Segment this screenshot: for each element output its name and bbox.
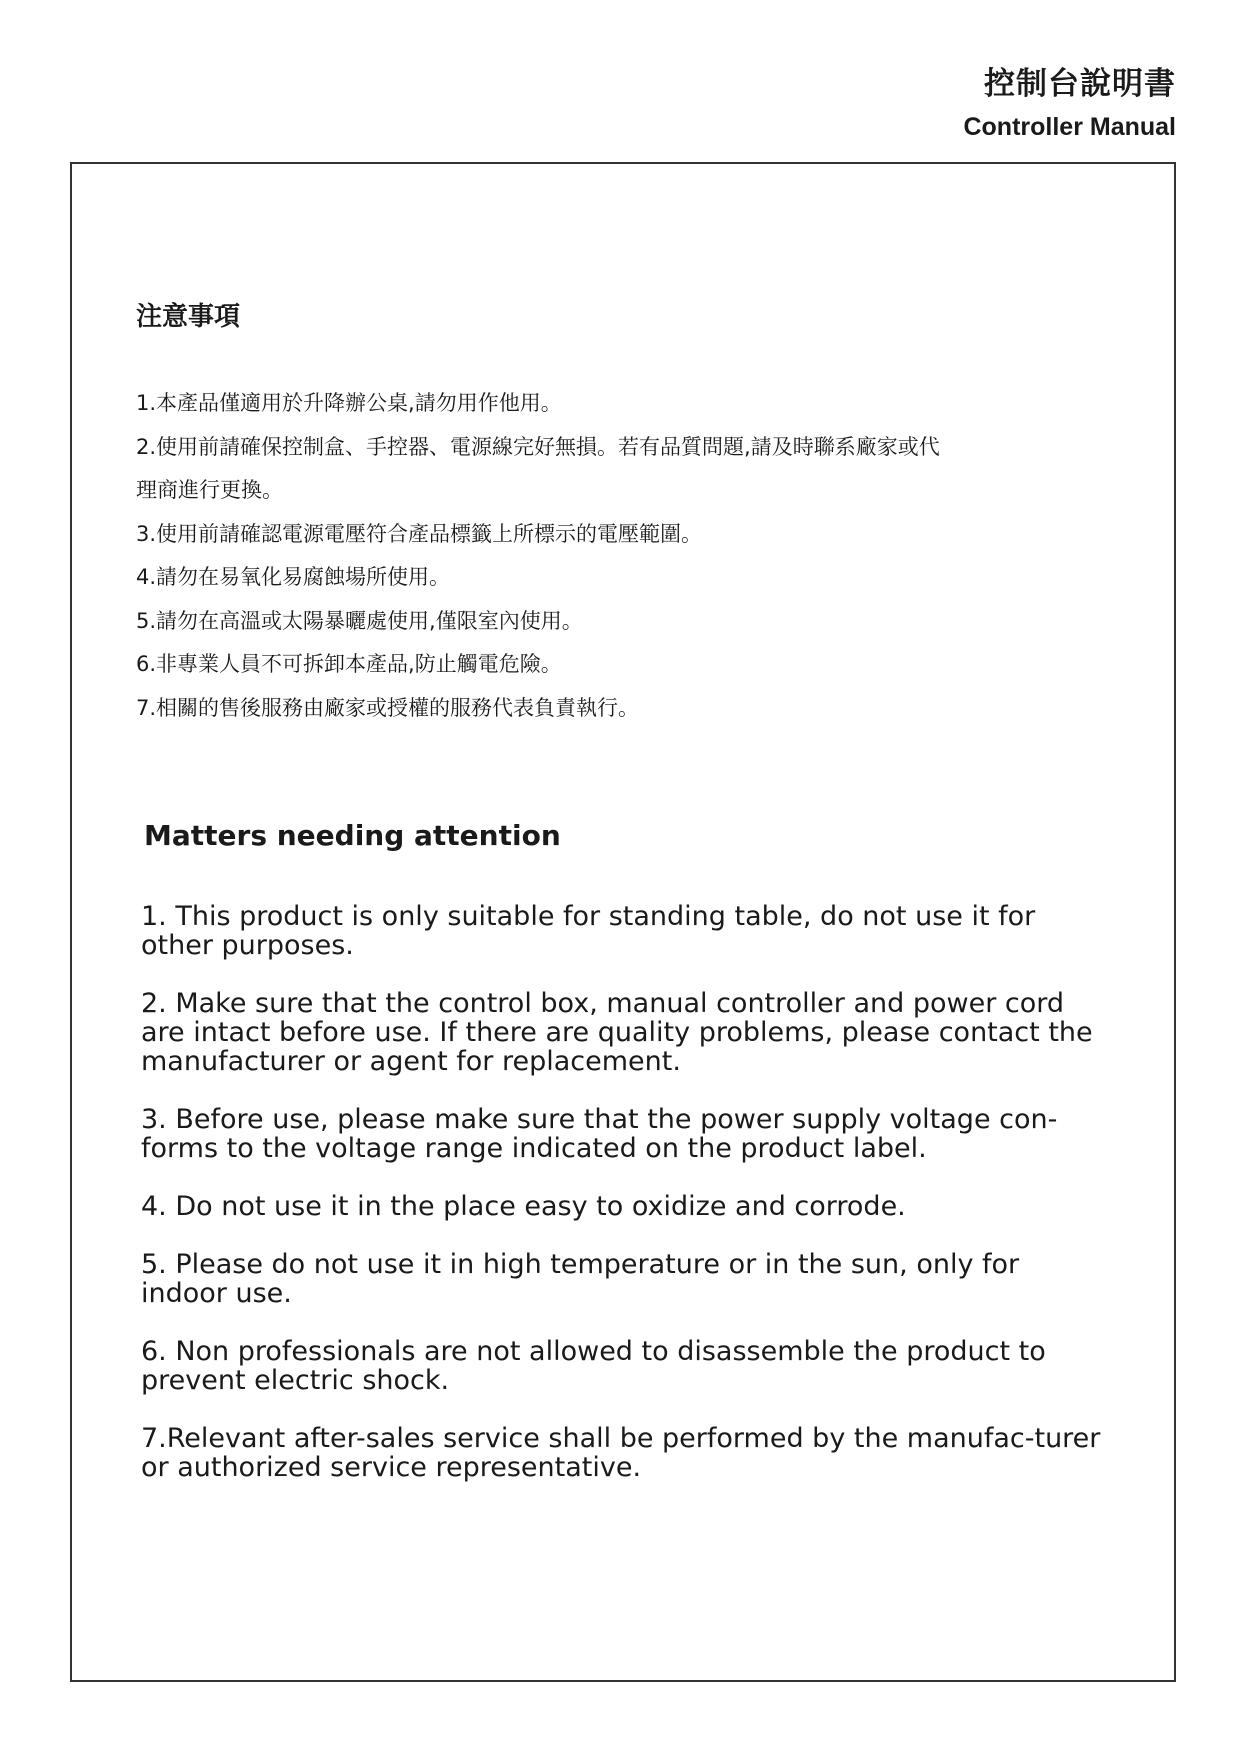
manual-title-en: Controller Manual xyxy=(963,113,1176,141)
notice-item-zh: 4.請勿在易氧化易腐蝕場所使用。 xyxy=(136,565,451,589)
content-frame xyxy=(70,162,1176,1682)
notice-item-zh: 5.請勿在高溫或太陽暴曬處使用,僅限室內使用。 xyxy=(136,608,583,633)
notice-item-zh: 2.使用前請確保控制盒、手控器、電源線完好無損。若有品質問題,請及時聯系廠家或代 xyxy=(136,434,940,459)
notice-item-en: 5. Please do not use it in high temperature or in the sun, only for indoor use. xyxy=(141,1249,1020,1309)
notice-item-en: 3. Before use, please make sure that the power supply voltage con-forms to the voltage range indicated on the product label. xyxy=(141,1104,1058,1164)
notice-item-en: 1. This product is only suitable for standing table, do not use it for other purposes. xyxy=(141,901,1036,961)
manual-title-zh: 控制台說明書 xyxy=(984,66,1176,102)
notice-item-en: 7.Relevant after-sales service shall be performed by the manufac-turer or authorized service representative. xyxy=(141,1423,1101,1483)
notice-list-zh xyxy=(136,382,1096,730)
notice-title-en: Matters needing attention xyxy=(144,819,561,852)
page-header xyxy=(963,64,1176,142)
notice-list-en xyxy=(141,902,1101,1511)
notice-item-en: 2. Make sure that the control box, manual controller and power cord are intact before use. If there are quality problems, please contact the manufacturer or agent for replacement. xyxy=(141,988,1093,1077)
notice-item-zh: 理商進行更換。 xyxy=(136,478,283,502)
notice-item-zh: 6.非專業人員不可拆卸本產品,防止觸電危險。 xyxy=(136,652,562,676)
notice-item-en: 4. Do not use it in the place easy to oxidize and corrode. xyxy=(141,1191,906,1222)
notice-item-en: 6. Non professionals are not allowed to disassemble the product to prevent electric shock. xyxy=(141,1336,1046,1396)
notice-title-zh: 注意事項 xyxy=(136,302,241,332)
notice-item-zh: 3.使用前請確認電源電壓符合產品標籤上所標示的電壓範圍。 xyxy=(136,521,703,546)
notice-item-zh: 7.相關的售後服務由廠家或授權的服務代表負責執行。 xyxy=(136,695,640,720)
notice-item-zh: 1.本產品僅適用於升降辦公桌,請勿用作他用。 xyxy=(136,391,562,415)
